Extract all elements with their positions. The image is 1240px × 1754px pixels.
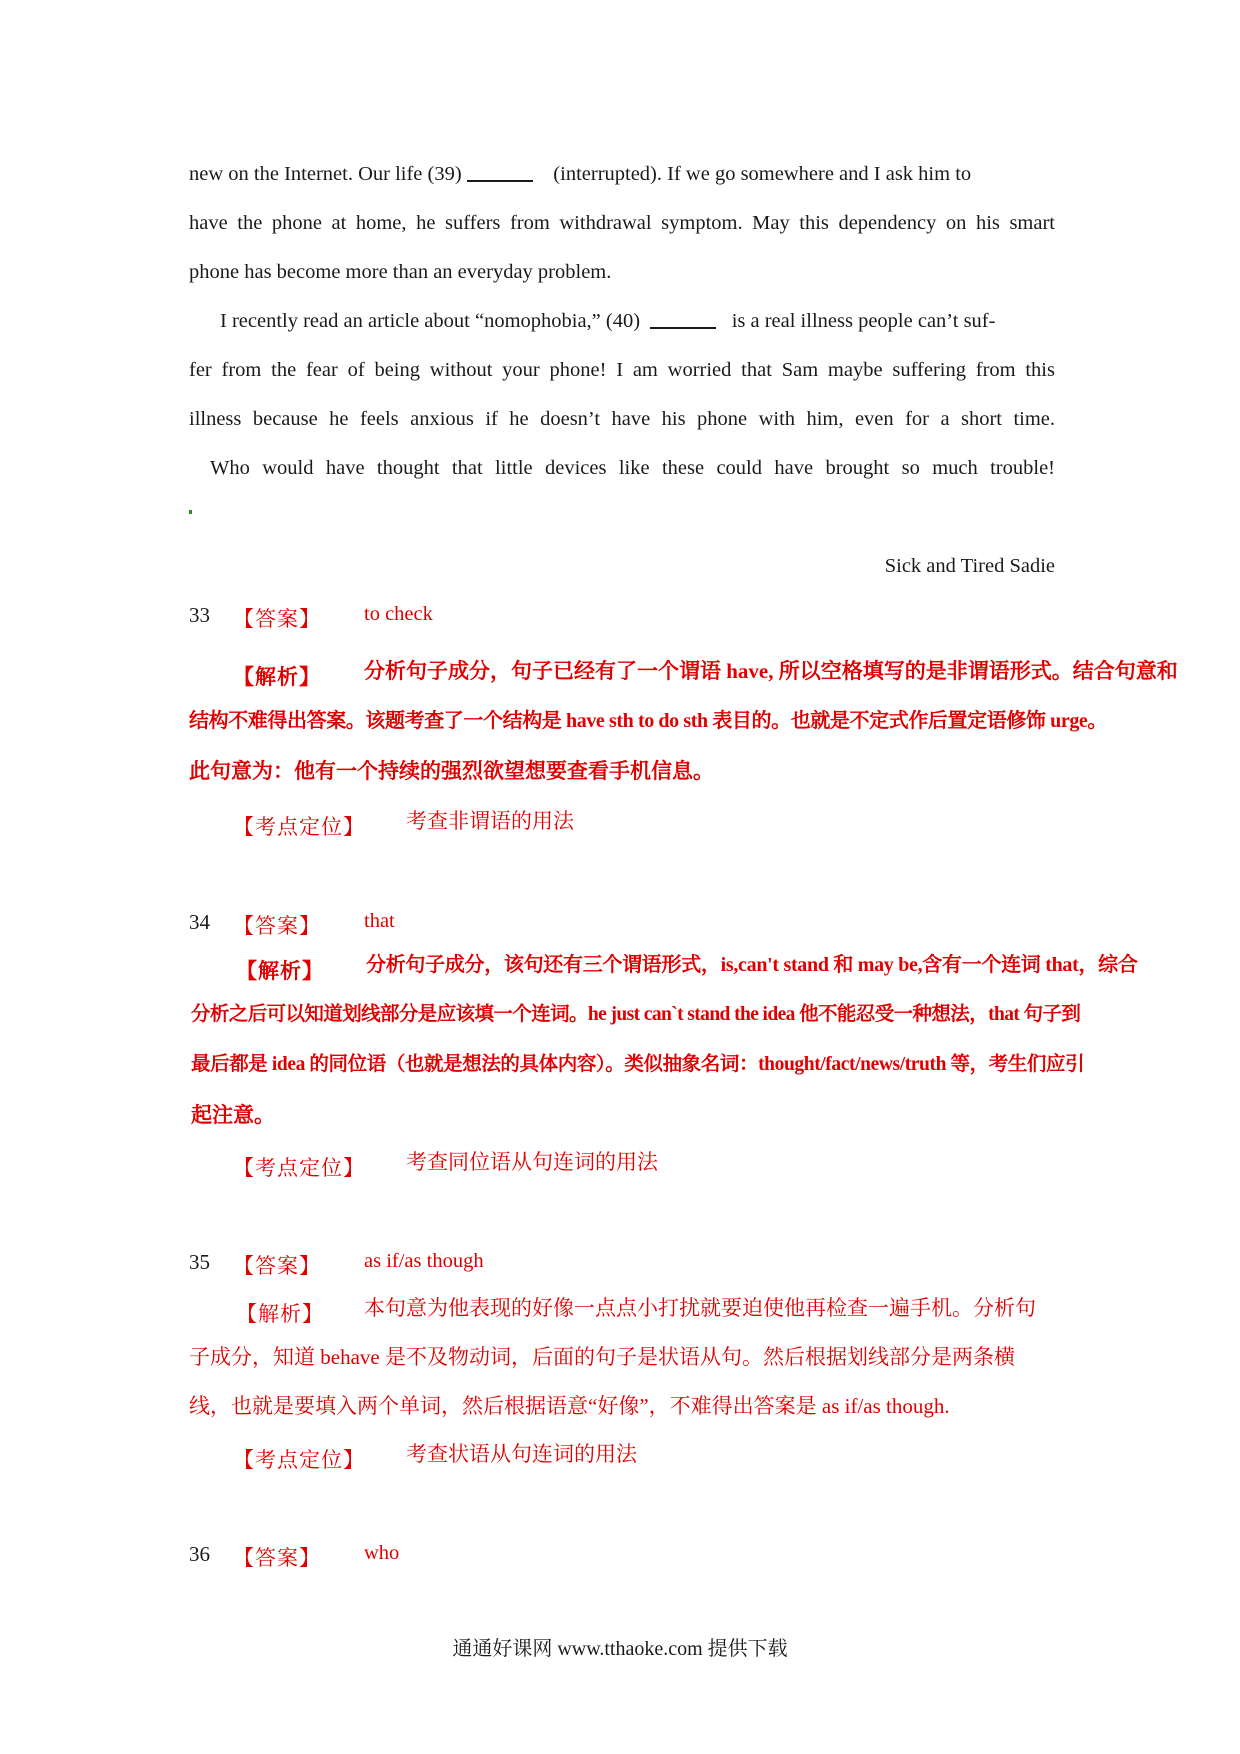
point-label: 【考点定位】: [233, 1156, 365, 1180]
stray-mark: [189, 510, 192, 514]
passage-line-2: have the phone at home, he suffers from withdrawal symptom. May this dependency on his smart: [189, 212, 1055, 234]
point-value: 考查状语从句连词的用法: [406, 1442, 637, 1466]
analysis-label: 【解析】: [236, 959, 324, 983]
item-number: 36: [189, 1542, 210, 1566]
answer-label: 【答案】: [233, 914, 321, 938]
item-number: 33: [189, 603, 210, 627]
answer-value: that: [364, 910, 395, 932]
analysis-line: 线，也就是要填入两个单词，然后根据语意“好像”，不难得出答案是 as if/as though.: [189, 1394, 950, 1418]
page-footer: 通通好课网 www.tthaoke.com 提供下载: [452, 1638, 788, 1660]
passage-text: new on the Internet. Our life (39): [189, 163, 462, 185]
analysis-line: 子成分，知道 behave 是不及物动词，后面的句子是状语从句。然后根据划线部分是两条横: [189, 1345, 1015, 1369]
item-number: 34: [189, 910, 210, 934]
signature: Sick and Tired Sadie: [884, 555, 1055, 577]
answer-value: who: [364, 1542, 400, 1564]
passage-line-1: [189, 164, 1055, 185]
analysis-label: 【解析】: [233, 665, 321, 689]
passage-text: (interrupted). If we go somewhere and I ask him to: [553, 163, 972, 185]
analysis-line: 最后都是 idea 的同位语（也就是想法的具体内容）。类似抽象名词：thought/fact/news/truth 等，考生们应引: [191, 1054, 1085, 1075]
passage-line-6: illness because he feels anxious if he doesn’t have his phone with him, even for a short time.: [189, 408, 1055, 430]
analysis-line: 起注意。: [191, 1103, 275, 1127]
blank-40: [650, 327, 716, 329]
analysis-line: 此句意为：他有一个持续的强烈欲望想要查看手机信息。: [189, 759, 714, 783]
passage-text: is a real illness people can’t suf-: [731, 310, 996, 332]
answer-value: as if/as though: [364, 1250, 484, 1272]
blank-39: [467, 180, 533, 182]
analysis-label: 【解析】: [236, 1302, 324, 1326]
analysis-line: 结构不难得出答案。该题考查了一个结构是 have sth to do sth 表目的。也就是不定式作后置定语修饰 urge。: [189, 710, 1107, 732]
answer-label: 【答案】: [233, 1254, 321, 1278]
point-label: 【考点定位】: [233, 1448, 365, 1472]
analysis-line: 分析句子成分，该句还有三个谓语形式，is,can't stand 和 may be,含有一个连词 that，综合: [366, 954, 1138, 976]
analysis-line: 分析之后可以知道划线部分是应该填一个连词。he just can`t stand the idea 他不能忍受一种想法，that 句子到: [191, 1004, 1081, 1025]
analysis-line: 本句意为他表现的好像一点点小打扰就要迫使他再检查一遍手机。分析句: [364, 1296, 1036, 1320]
point-label: 【考点定位】: [233, 815, 365, 839]
passage-line-7: Who would have thought that little devices like these could have brought so much trouble!: [210, 457, 1055, 479]
passage-line-5: fer from the fear of being without your phone! I am worried that Sam maybe suffering from this: [189, 359, 1055, 381]
passage-line-3: phone has become more than an everyday problem.: [189, 261, 612, 283]
item-number: 35: [189, 1250, 210, 1274]
point-value: 考查同位语从句连词的用法: [406, 1150, 658, 1174]
passage-line-4: [220, 311, 1055, 332]
passage-text: I recently read an article about “nomophobia,” (40): [220, 310, 641, 332]
answer-label: 【答案】: [233, 1546, 321, 1570]
point-value: 考查非谓语的用法: [406, 809, 574, 833]
answer-value: to check: [364, 603, 433, 625]
answer-label: 【答案】: [233, 607, 321, 631]
analysis-line: 分析句子成分，句子已经有了一个谓语 have, 所以空格填写的是非谓语形式。结合句意和: [364, 659, 1178, 683]
